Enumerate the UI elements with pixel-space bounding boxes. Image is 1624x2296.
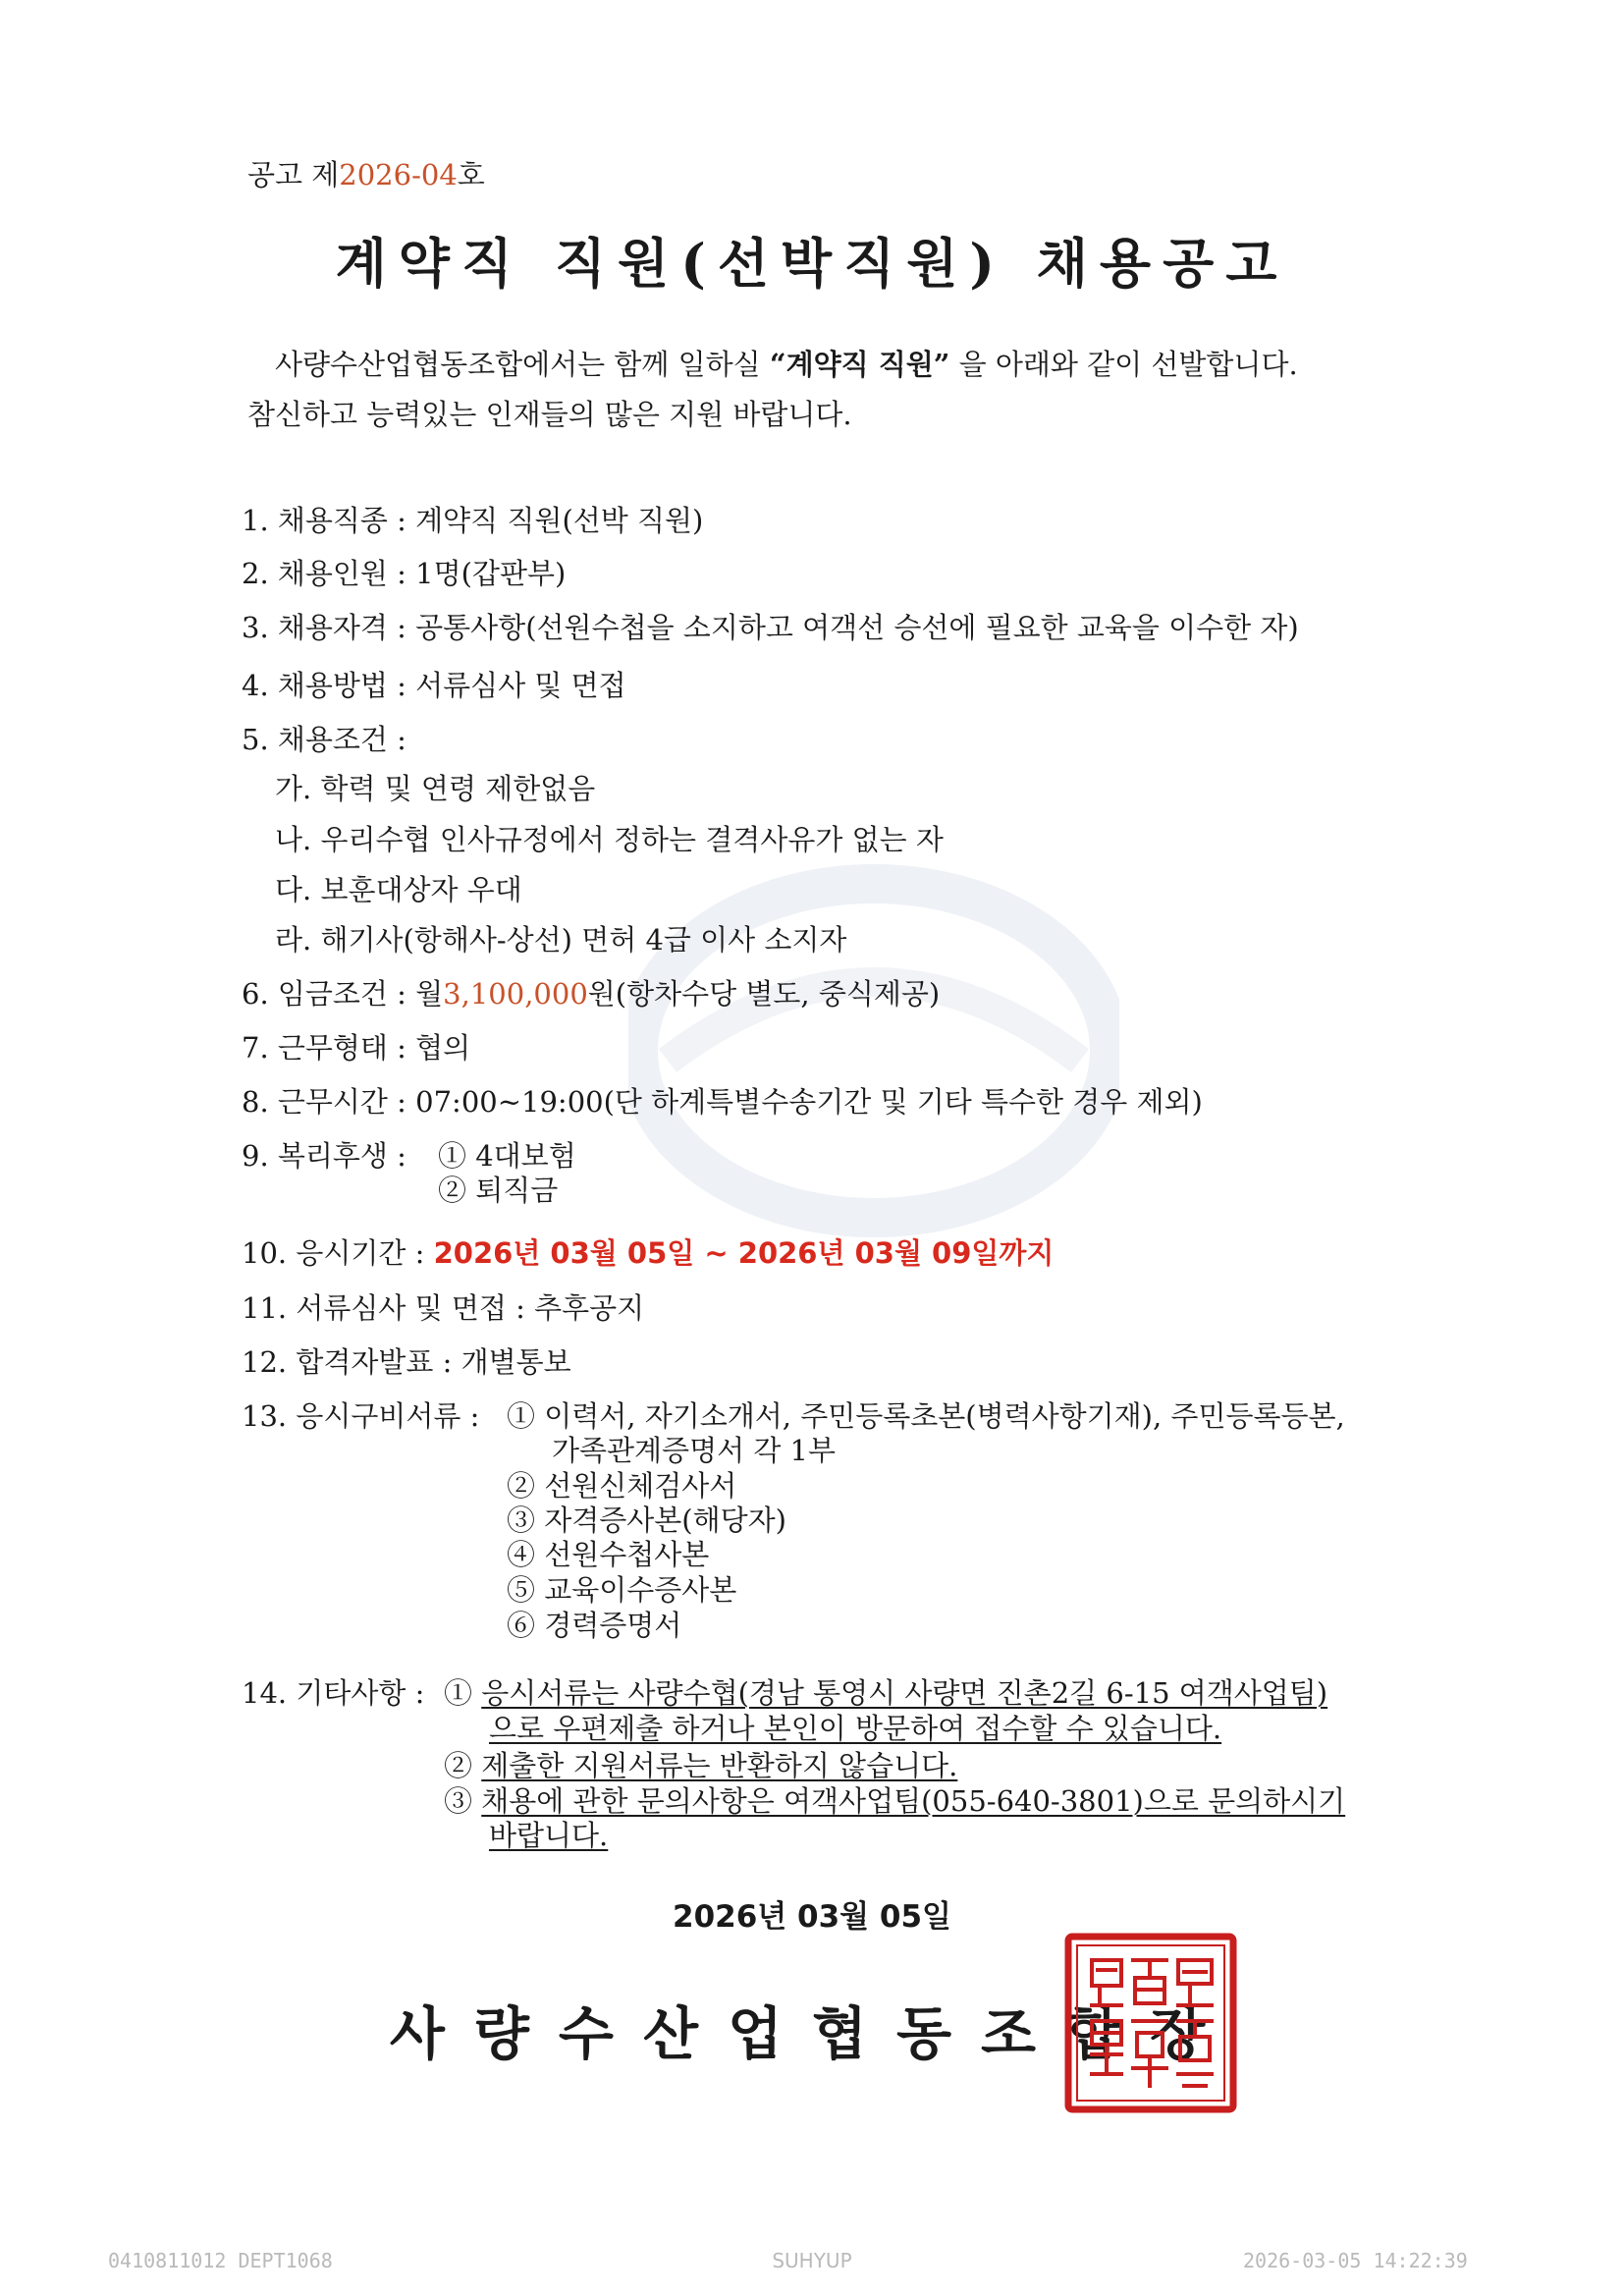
item-10 [242,1231,1054,1272]
item-8: 8. 근무시간 : 07:00~19:00(단 하계특별수송기간 및 기타 특수한 경우 제외) [242,1085,1203,1119]
intro-line-2: 참신하고 능력있는 인재들의 많은 지원 바랍니다. [247,398,852,431]
application-period: 2026년 03월 05일 ~ 2026년 03월 09일까지 [433,1236,1055,1270]
item-2: 2. 채용인원 : 1명(갑판부) [242,557,567,590]
intro-text-end: 을 아래와 같이 선발합니다. [949,348,1298,381]
footer-doc-id: 0410811012 DEPT1068 [108,2249,333,2272]
item-4: 4. 채용방법 : 서류심사 및 면접 [242,669,626,702]
page-title: 계약직 직원(선박직원) 채용공고 [335,232,1289,295]
item-14-1 [444,1671,1327,1712]
item-9-2: ② 퇴직금 [438,1174,559,1207]
intro-emphasis: “계약직 직원” [769,348,950,381]
salary-amount: 3,100,000 [443,977,588,1011]
item-13-6: ⑥ 경력증명서 [507,1609,682,1642]
item-3: 3. 채용자격 : 공통사항(선원수첩을 소지하고 여객선 승선에 필요한 교육을 이수한 자) [242,611,1299,644]
notice-number-value: 2026-04 [339,158,458,191]
item-13: 13. 응시구비서류 : [242,1399,480,1433]
item-5: 5. 채용조건 : [242,723,406,756]
item-14-2-mark: ② [444,1749,473,1782]
notice-number [247,153,485,193]
footer-timestamp: 2026-03-05 14:22:39 [1243,2249,1468,2272]
notice-prefix: 공고 제 [247,158,340,191]
item-6-label: 6. 임금조건 : 월 [242,977,444,1011]
item-5-b: 나. 우리수협 인사규정에서 정하는 결격사유가 없는 자 [275,823,944,856]
organization-name: 사량수산업협동조합장 [389,2000,1235,2067]
item-6 [242,972,940,1012]
item-13-1: ① 이력서, 자기소개서, 주민등록초본(병력사항기재), 주민등록등본, [507,1399,1345,1433]
item-13-3: ③ 자격증사본(해당자) [507,1503,786,1537]
item-10-label: 10. 응시기간 : [242,1236,425,1270]
item-1: 1. 채용직종 : 계약직 직원(선박 직원) [242,504,704,537]
item-9-1: ① 4대보험 [438,1139,576,1173]
item-5-d: 라. 해기사(항해사-상선) 면허 4급 이사 소지자 [275,923,847,957]
item-7: 7. 근무형태 : 협의 [242,1031,471,1065]
item-13-2: ② 선원신체검사서 [507,1469,737,1503]
official-seal-icon [1062,1931,1239,2115]
item-14-2 [444,1744,957,1784]
item-13-4: ④ 선원수첩사본 [507,1538,710,1571]
item-14-1-text: 응시서류는 사량수협(경남 통영시 사량면 진촌2길 6-15 여객사업팀) [481,1676,1328,1710]
item-14-1-mark: ① [444,1676,473,1710]
item-13-1b: 가족관계증명서 각 1부 [552,1434,837,1467]
item-11: 11. 서류심사 및 면접 : 추후공지 [242,1291,645,1325]
item-14-3-mark: ③ [444,1784,473,1818]
notice-suffix: 호 [457,158,485,191]
item-12: 12. 합격자발표 : 개별통보 [242,1345,571,1379]
issue-date: 2026년 03월 05일 [673,1899,951,1935]
item-14: 14. 기타사항 : [242,1676,425,1710]
item-9: 9. 복리후생 : [242,1139,406,1173]
item-14-2-text: 제출한 지원서류는 반환하지 않습니다. [481,1749,958,1782]
item-6-note: 원(항차수당 별도, 중식제공) [587,977,941,1011]
item-14-3-text: 채용에 관한 문의사항은 여객사업팀(055-640-3801)으로 문의하시기 [481,1784,1346,1818]
footer-brand: SUHYUP [772,2249,852,2272]
item-14-3b: 바랍니다. [489,1819,609,1852]
intro-line-1 [275,343,1298,383]
item-14-1b: 으로 우편제출 하거나 본인이 방문하여 접수할 수 있습니다. [489,1712,1222,1745]
item-5-c: 다. 보훈대상자 우대 [275,873,522,906]
item-5-a: 가. 학력 및 연령 제한없음 [275,772,596,805]
item-13-5: ⑤ 교육이수증사본 [507,1573,737,1607]
intro-text: 사량수산업협동조합에서는 함께 일하실 [275,348,770,381]
